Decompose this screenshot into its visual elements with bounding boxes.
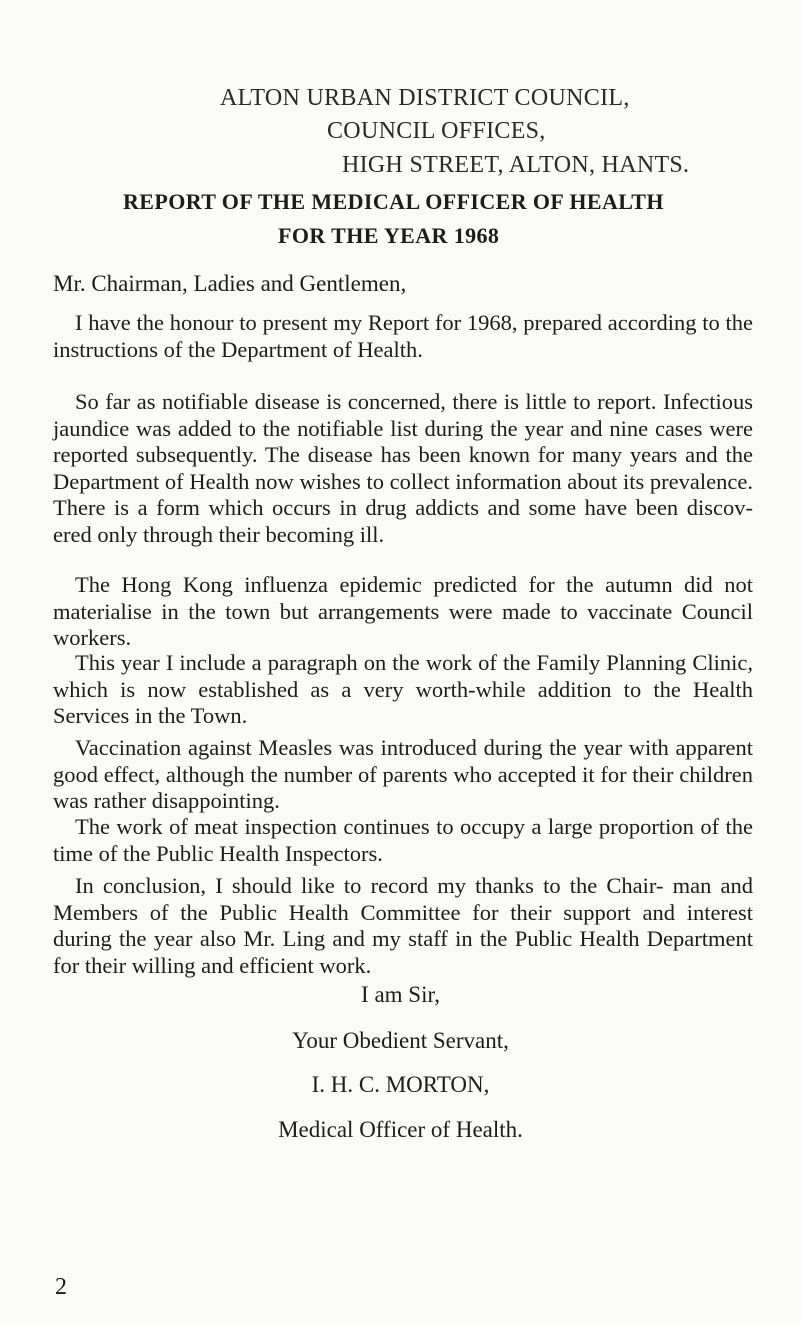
paragraph-family-planning: This year I include a paragraph on the work of the Family Planning Clinic, which is now established as a very worth-while addition to the Health Services in the Town. — [53, 650, 753, 728]
closing-valediction: Your Obedient Servant, — [292, 1028, 509, 1053]
page-number: 2 — [55, 1274, 67, 1300]
salutation: Mr. Chairman, Ladies and Gentlemen, — [53, 271, 407, 296]
address-line-street: HIGH STREET, ALTON, HANTS. — [342, 152, 690, 178]
paragraph-introduction: I have the honour to present my Report for 1968, prepared according to the instructions of the Department of Health. — [53, 310, 753, 362]
paragraph-measles-vaccination: Vaccination against Measles was introduced during the year with apparent good effect, although the number of parents who accepted it for their children was rather disappointing. — [53, 735, 753, 813]
paragraph-meat-inspection: The work of meat inspection continues to occupy a large proportion of the time of the Public Health Inspectors. — [53, 814, 753, 866]
closing-greeting: I am Sir, — [361, 982, 440, 1007]
paragraph-conclusion: In conclusion, I should like to record my thanks to the Chair- man and Members of the Public Health Committee for their support and interest during the year also Mr. Ling and my staff in the Public Health Department for their willing and efficient work. — [53, 873, 753, 978]
address-line-offices: COUNCIL OFFICES, — [327, 118, 546, 144]
address-line-council: ALTON URBAN DISTRICT COUNCIL, — [220, 85, 630, 111]
report-title-line-1: REPORT OF THE MEDICAL OFFICER OF HEALTH — [123, 189, 664, 214]
signatory-title: Medical Officer of Health. — [278, 1117, 523, 1142]
signatory-name: I. H. C. MORTON, — [311, 1072, 490, 1097]
report-title-line-2: FOR THE YEAR 1968 — [278, 223, 500, 248]
paragraph-notifiable-disease: So far as notifiable disease is concerned, there is little to report. Infectious jaundice was added to the notifiable list during the year and nine cases were reported subsequently. The disease has been known for many years and the Department of Health now wishes to collect information about its prevalence. There is a form which occurs in drug addicts and some have been discov- ered only through their becoming ill. — [53, 389, 753, 547]
paragraph-influenza: The Hong Kong influenza epidemic predicted for the autumn did not materialise in the town but arrangements were made to vaccinate Council workers. — [53, 572, 753, 650]
